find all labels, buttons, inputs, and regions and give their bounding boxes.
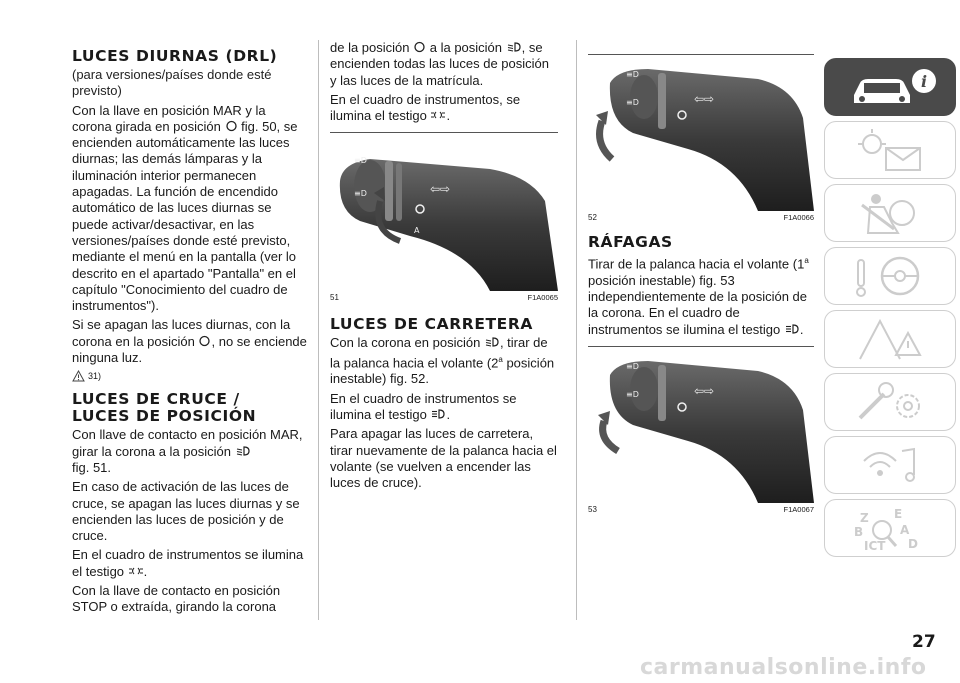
drl-paragraph-2: Si se apagan las luces diurnas, con la corona en la posición , no se enciende ninguna luz. [72, 317, 307, 366]
light-stalk-illustration [330, 141, 558, 291]
svg-text:E: E [894, 507, 903, 521]
position-lights-icon [430, 109, 446, 121]
tab-multimedia[interactable] [824, 436, 956, 494]
svg-text:A: A [900, 523, 910, 537]
column-1 [72, 40, 308, 619]
high-beam-paragraph-1: Con la corona en posición , tirar de la palanca hacia el volante (2$^a$ posición inestable) fig. 52. [330, 335, 555, 387]
svg-text:≡D: ≡D [626, 98, 639, 107]
svg-text:≡D: ≡D [626, 361, 639, 371]
drl-paragraph-1: Con la llave en posición MAR y la corona girada en posición fig. 50, se encienden automáticamente las luces diurnas; las demás lámparas y la iluminación interior permanecen apagadas. La función de encendido automático de las luces diurnas se puede activar/desactivar, en las versiones/países donde esté previsto, mediante el menú en la pantalla (ver lo descrito en el apartado "Pantalla" en el capítulo "Conocimiento del cuadro de instrumentos"). [72, 102, 298, 314]
figure-rule-top [330, 132, 558, 133]
tab-starting-driving[interactable] [824, 247, 956, 305]
high-beam-icon [784, 323, 800, 335]
svg-text:≡D: ≡D [354, 189, 367, 199]
column-divider [318, 40, 319, 620]
off-position-icon [198, 335, 211, 347]
low-beam-icon [506, 41, 522, 53]
position-lights-icon [128, 565, 144, 577]
svg-text:≡D: ≡D [354, 156, 367, 166]
svg-text:Z: Z [860, 511, 869, 525]
multimedia-icon [840, 441, 940, 489]
position-lights-paragraph: de la posición a la posición , se encienden todas las luces de posición y las luces de la matrícula. [330, 40, 549, 88]
figure-52-caption: 52 F1A0066 [588, 213, 814, 222]
svg-text:B: B [854, 525, 864, 539]
watermark: carmanualsonline.info [640, 655, 927, 680]
position-lights-indicator-paragraph: En el cuadro de instrumentos, se ilumina el testigo . [330, 91, 521, 124]
figure-53 [588, 355, 814, 503]
high-beam-icon [430, 408, 446, 420]
figure-rule-top [588, 346, 814, 347]
high-beam-paragraph-3: Para apagar las luces de carretera, tirar nuevamente de la palanca hacia el volante (se vuelven a encender las luces de cruce). [330, 426, 557, 491]
svg-text:≡D: ≡D [626, 389, 639, 399]
high-beam-paragraph-2: En el cuadro de instrumentos se ilumina el testigo . [330, 390, 517, 422]
low-beam-paragraph-3: En el cuadro de instrumentos se ilumina el testigo . [72, 547, 304, 579]
wrench-gear-icon [840, 378, 940, 426]
section-title-drl: LUCES DIURNAS (DRL) [72, 47, 278, 65]
page-number: 27 [912, 632, 936, 652]
airbag-icon [840, 189, 940, 237]
light-stalk-illustration [588, 355, 814, 503]
drl-subtitle: (para versiones/países donde esté previsto) [72, 67, 272, 99]
low-beam-icon [235, 445, 251, 457]
low-beam-paragraph-2: En caso de activación de las luces de cruce, se apagan las luces diurnas y se encienden las luces de posición y de cruce. [72, 479, 300, 544]
svg-text:⇦⇨: ⇦⇨ [694, 92, 715, 106]
off-position-icon [225, 120, 238, 132]
light-stalk-illustration [588, 63, 814, 211]
flash-paragraph: Tirar de la palanca hacia el volante (1$^a$ posición inestable) fig. 53 independientemente de la posición de la corona. En el cuadro de instrumentos se ilumina el testigo . [588, 256, 809, 337]
off-position-icon [413, 41, 426, 53]
lights-message-icon [840, 126, 940, 174]
tab-lights-messages[interactable] [824, 121, 956, 179]
low-beam-paragraph-1: Con llave de contacto en posición MAR, girar la corona a la posición fig. 51. [72, 427, 303, 475]
warning-triangle-icon [72, 370, 85, 382]
column-divider [576, 40, 577, 620]
svg-text:i: i [921, 72, 928, 91]
figure-rule-top [588, 54, 814, 55]
low-beam-paragraph-4: Con la llave de contacto en posición STOP o extraída, girando la corona [72, 583, 281, 615]
figure-53-caption: 53 F1A0067 [588, 504, 814, 514]
car-info-icon [840, 63, 940, 111]
section-title-low-beam: LUCES DE CRUCE / LUCES DE POSICIÓN [72, 390, 257, 426]
section-title-flash: RÁFAGAS [588, 233, 673, 251]
tab-maintenance[interactable] [824, 373, 956, 431]
figure-51 [330, 141, 558, 291]
figure-51-caption: 51 F1A0065 [330, 293, 558, 303]
chapter-tabs [824, 58, 956, 562]
tab-emergency[interactable] [824, 310, 956, 368]
tab-car-info[interactable] [824, 58, 956, 116]
figure-52 [588, 63, 814, 211]
svg-text:D: D [908, 537, 918, 551]
section-title-high-beam: LUCES DE CARRETERA [330, 315, 534, 334]
column-2 [330, 40, 558, 494]
svg-text:⇦⇨: ⇦⇨ [694, 383, 715, 398]
warning-note: 31) [72, 369, 308, 383]
svg-text:⇦⇨: ⇦⇨ [430, 182, 451, 197]
tab-index[interactable] [824, 499, 956, 557]
svg-text:A: A [414, 226, 420, 236]
low-beam-icon [484, 336, 500, 348]
index-icon [840, 504, 940, 552]
svg-text:≡D: ≡D [626, 70, 639, 79]
tab-safety[interactable] [824, 184, 956, 242]
steering-icon [840, 252, 940, 300]
column-3 [588, 40, 814, 514]
svg-text:ICT: ICT [864, 539, 886, 552]
warning-road-icon [840, 315, 940, 363]
